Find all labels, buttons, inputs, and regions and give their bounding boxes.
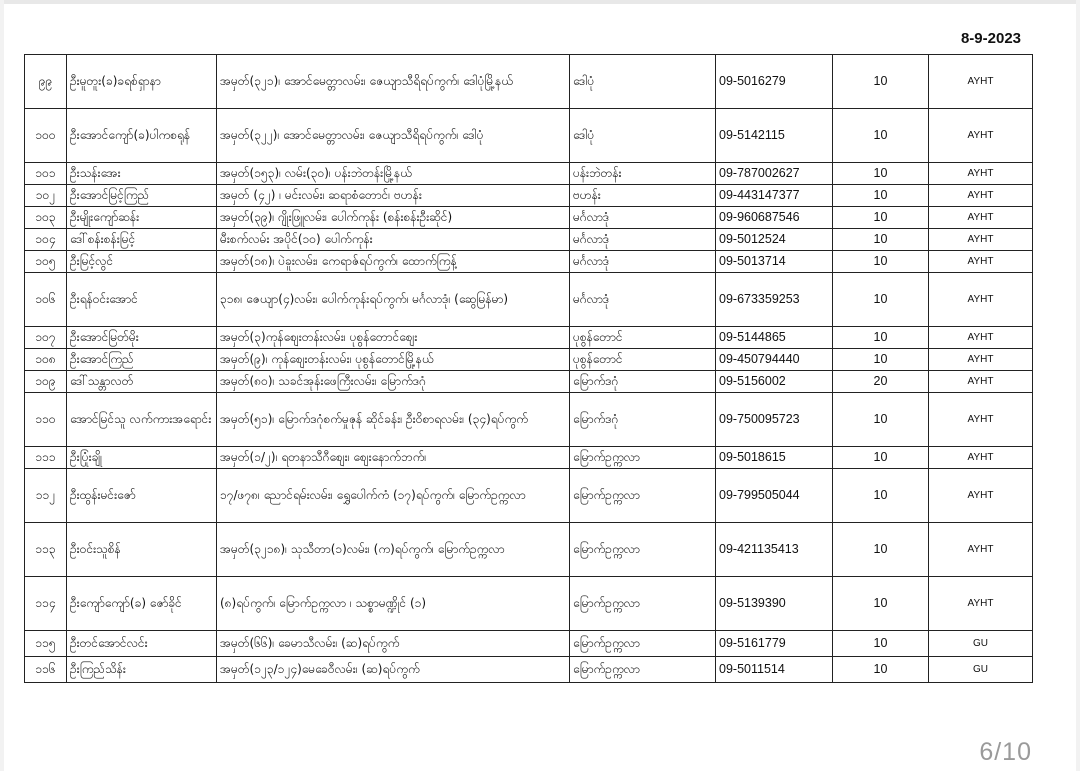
customer-name: ဦးပြုံးချို [67, 447, 217, 469]
agent-code: AYHT [929, 251, 1033, 273]
customer-phone: 09-799505044 [716, 469, 833, 523]
page-top-edge [4, 0, 1076, 4]
agent-code: AYHT [929, 163, 1033, 185]
row-number: ၁၀၄ [25, 229, 67, 251]
order-quantity: 10 [833, 657, 929, 683]
table-row [25, 251, 1033, 273]
customer-township: ဒေါပုံ [570, 109, 716, 163]
customer-phone: 09-5142115 [716, 109, 833, 163]
row-number: ၁၁၂ [25, 469, 67, 523]
customer-address: အမှတ် (၄၂) ၊ မင်းလမ်း၊ ဆရာစံတောင်၊ ဗဟန်း [217, 185, 570, 207]
customer-name: ဒေါ်သန္တာလတ် [67, 371, 217, 393]
agent-code: AYHT [929, 109, 1033, 163]
customer-township: ပန်းဘဲတန်း [570, 163, 716, 185]
agent-code: GU [929, 631, 1033, 657]
customer-phone: 09-5012524 [716, 229, 833, 251]
customer-address: အမှတ်(၃၂၁)၊ အောင်မေတ္တာလမ်း၊ ဇေယျာသီရိရပ်ကွက်၊ ဒေါပုံမြို့နယ် [217, 55, 570, 109]
agent-code: AYHT [929, 55, 1033, 109]
table-row [25, 109, 1033, 163]
customer-township: ပုစွန်တောင် [570, 349, 716, 371]
customer-name: ဦးထွန်းမင်းဇော် [67, 469, 217, 523]
order-quantity: 10 [833, 327, 929, 349]
customer-name: ဦးအောင်ကျော်(ခ)ပါကစရုန် [67, 109, 217, 163]
customer-township: မြောက်ဥက္ကလာ [570, 631, 716, 657]
customer-name: ဦးမြင့်လွင် [67, 251, 217, 273]
customer-name: ဦးကျော်ကျော်(ခ) ဇော်ခိုင် [67, 577, 217, 631]
customer-address: ၁၇/ဖ၇၈၊ ညောင်ရမ်းလမ်း၊ ရွှေပေါက်ကံ (၁၇)ရပ်ကွက်၊ မြောက်ဥက္ကလာ [217, 469, 570, 523]
customer-name: ဦးအောင်မြင့်ကြည် [67, 185, 217, 207]
customer-township: မြောက်ဥက္ကလာ [570, 657, 716, 683]
customer-name: ဦးတင်အောင်လင်း [67, 631, 217, 657]
order-quantity: 10 [833, 55, 929, 109]
row-number: ၉၉ [25, 55, 67, 109]
row-number: ၁၀၀ [25, 109, 67, 163]
customer-phone: 09-750095723 [716, 393, 833, 447]
table-row [25, 163, 1033, 185]
customer-address: (၈)ရပ်ကွက်၊ မြောက်ဥက္ကလာ ၊ သစ္စာမဏ္ဍိုင် (၁) [217, 577, 570, 631]
row-number: ၁၀၂ [25, 185, 67, 207]
customer-name: ဦးအောင်မြတ်မိုး [67, 327, 217, 349]
order-quantity: 10 [833, 229, 929, 251]
table-row [25, 371, 1033, 393]
customer-phone: 09-5011514 [716, 657, 833, 683]
row-number: ၁၀၅ [25, 251, 67, 273]
table-row [25, 577, 1033, 631]
customer-phone: 09-5156002 [716, 371, 833, 393]
table-row [25, 393, 1033, 447]
table-row [25, 207, 1033, 229]
table-row [25, 273, 1033, 327]
order-quantity: 10 [833, 447, 929, 469]
row-number: ၁၀၇ [25, 327, 67, 349]
customer-phone: 09-673359253 [716, 273, 833, 327]
customer-township: မင်္ဂလာဒုံ [570, 251, 716, 273]
order-quantity: 10 [833, 163, 929, 185]
customer-address: အမှတ်(၃၂၁၈)၊ သုသီတာ(၁)လမ်း၊ (က)ရပ်ကွက်၊ မြောက်ဥက္ကလာ [217, 523, 570, 577]
agent-code: AYHT [929, 523, 1033, 577]
table-row [25, 327, 1033, 349]
customer-phone: 09-443147377 [716, 185, 833, 207]
customer-table [24, 54, 1033, 683]
customer-phone: 09-960687546 [716, 207, 833, 229]
row-number: ၁၁၁ [25, 447, 67, 469]
customer-address: မီးစက်လမ်း အပိုင်(၁၀) ပေါက်ကုန်း [217, 229, 570, 251]
customer-address: အမှတ်(၉)၊ ကုန်စျေးတန်းလမ်း၊ ပုစွန်တောင်မြို့နယ် [217, 349, 570, 371]
customer-name: ဦးသန်းအေး [67, 163, 217, 185]
agent-code: AYHT [929, 185, 1033, 207]
row-number: ၁၁၅ [25, 631, 67, 657]
customer-name: ဦးမျိုးကျော်ဆန်း [67, 207, 217, 229]
customer-name: ဦးကြည်သိန်း [67, 657, 217, 683]
order-quantity: 10 [833, 349, 929, 371]
table-row [25, 349, 1033, 371]
order-quantity: 10 [833, 393, 929, 447]
customer-address: အမှတ်(၆၆)၊ ခေမာသီလမ်း၊ (ဆ)ရပ်ကွက် [217, 631, 570, 657]
agent-code: AYHT [929, 327, 1033, 349]
customer-name: ဦးမူတူး(ခ)ခရစ်ရှာနာ [67, 55, 217, 109]
table-row [25, 185, 1033, 207]
customer-address: အမှတ်(၅၁)၊ မြောက်ဒဂုံစက်မှုဇုန် ဆိုင်ခန်း၊ ဦးဝိစာရလမ်း၊ (၃၄)ရပ်ကွက် [217, 393, 570, 447]
table-row [25, 523, 1033, 577]
row-number: ၁၀၉ [25, 371, 67, 393]
customer-township: ဒေါပုံ [570, 55, 716, 109]
row-number: ၁၁၆ [25, 657, 67, 683]
agent-code: AYHT [929, 229, 1033, 251]
table-row [25, 631, 1033, 657]
customer-phone: 09-5144865 [716, 327, 833, 349]
row-number: ၁၀၁ [25, 163, 67, 185]
customer-phone: 09-5139390 [716, 577, 833, 631]
customer-address: အမှတ်(၁/၂)၊ ရတနာသီဂီစျေး၊ စျေးနောက်ဘက်၊ [217, 447, 570, 469]
agent-code: AYHT [929, 207, 1033, 229]
order-quantity: 10 [833, 251, 929, 273]
table-row [25, 55, 1033, 109]
agent-code: AYHT [929, 371, 1033, 393]
customer-address: အမှတ်(၃၉)၊ ဂျိုးဖြူလမ်း၊ ပေါက်ကုန်း (စန်းစန်းဦးဆိုင်) [217, 207, 570, 229]
customer-township: မြောက်ဥက္ကလာ [570, 447, 716, 469]
customer-address: အမှတ်(၃)ကုန်စျေးတန်းလမ်း၊ ပုစွန်တောင်စျေး [217, 327, 570, 349]
table-row [25, 657, 1033, 683]
order-quantity: 10 [833, 109, 929, 163]
agent-code: AYHT [929, 447, 1033, 469]
row-number: ၁၀၈ [25, 349, 67, 371]
customer-name: ဒေါ်စန်းစန်းမြင့် [67, 229, 217, 251]
customer-name: ဦးအောင်ကြည် [67, 349, 217, 371]
customer-township: မြောက်ဥက္ကလာ [570, 523, 716, 577]
agent-code: AYHT [929, 349, 1033, 371]
customer-township: မြောက်ဒဂုံ [570, 371, 716, 393]
customer-phone: 09-5016279 [716, 55, 833, 109]
customer-township: မင်္ဂလာဒုံ [570, 207, 716, 229]
row-number: ၁၀၃ [25, 207, 67, 229]
customer-township: မင်္ဂလာဒုံ [570, 229, 716, 251]
agent-code: AYHT [929, 273, 1033, 327]
document-page [4, 0, 1076, 771]
table-row [25, 229, 1033, 251]
customer-phone: 09-450794440 [716, 349, 833, 371]
order-quantity: 10 [833, 631, 929, 657]
customer-township: မင်္ဂလာဒုံ [570, 273, 716, 327]
customer-phone: 09-787002627 [716, 163, 833, 185]
customer-address: အမှတ်(၁၂၃/၁၂၄)မေခေဝီလမ်း၊ (ဆ)ရပ်ကွက် [217, 657, 570, 683]
agent-code: AYHT [929, 577, 1033, 631]
row-number: ၁၁၀ [25, 393, 67, 447]
order-quantity: 10 [833, 577, 929, 631]
row-number: ၁၀၆ [25, 273, 67, 327]
order-quantity: 10 [833, 469, 929, 523]
page-indicator: 6/10 [979, 738, 1032, 766]
customer-address: အမှတ်(၁၅၃)၊ လမ်း(၃၀)၊ ပန်းဘဲတန်းမြို့နယ် [217, 163, 570, 185]
agent-code: GU [929, 657, 1033, 683]
customer-township: ပုစွန်တောင် [570, 327, 716, 349]
customer-phone: 09-5018615 [716, 447, 833, 469]
customer-name: ဦးရန်ဝင်းအောင် [67, 273, 217, 327]
customer-township: မြောက်ဒဂုံ [570, 393, 716, 447]
customer-township: မြောက်ဥက္ကလာ [570, 469, 716, 523]
customer-phone: 09-5161779 [716, 631, 833, 657]
customer-address: အမှတ်(၈၀)၊ သခင်အုန်းဖေကြီးလမ်း၊ မြောက်ဒဂုံ [217, 371, 570, 393]
order-quantity: 10 [833, 207, 929, 229]
customer-name: ဦးဝင်းသူစိန် [67, 523, 217, 577]
customer-name: အောင်မြင်သူ လက်ကားအရောင်း [67, 393, 217, 447]
agent-code: AYHT [929, 469, 1033, 523]
customer-phone: 09-421135413 [716, 523, 833, 577]
order-quantity: 10 [833, 185, 929, 207]
agent-code: AYHT [929, 393, 1033, 447]
customer-township: ဗဟန်း [570, 185, 716, 207]
document-date: 8-9-2023 [960, 30, 1021, 47]
customer-township: မြောက်ဥက္ကလာ [570, 577, 716, 631]
customer-address: အမှတ်(၃၂၂)၊ အောင်မေတ္တာလမ်း၊ ဇေယျာသီရိရပ်ကွက်၊ ဒေါပုံ [217, 109, 570, 163]
order-quantity: 10 [833, 273, 929, 327]
table-row [25, 447, 1033, 469]
customer-address: ၃၁၈၊ ဇေယျာ(၄)လမ်း၊ ပေါက်ကုန်းရပ်ကွက်၊ မင်္ဂလာဒုံ၊ (ဆွေမြန်မာ) [217, 273, 570, 327]
row-number: ၁၁၄ [25, 577, 67, 631]
customer-address: အမှတ်(၁၈)၊ ပဲခူးလမ်း၊ ကေရာဇ်ရပ်ကွက်၊ ထောက်ကြန့် [217, 251, 570, 273]
table-row [25, 469, 1033, 523]
order-quantity: 10 [833, 523, 929, 577]
customer-phone: 09-5013714 [716, 251, 833, 273]
row-number: ၁၁၃ [25, 523, 67, 577]
order-quantity: 20 [833, 371, 929, 393]
